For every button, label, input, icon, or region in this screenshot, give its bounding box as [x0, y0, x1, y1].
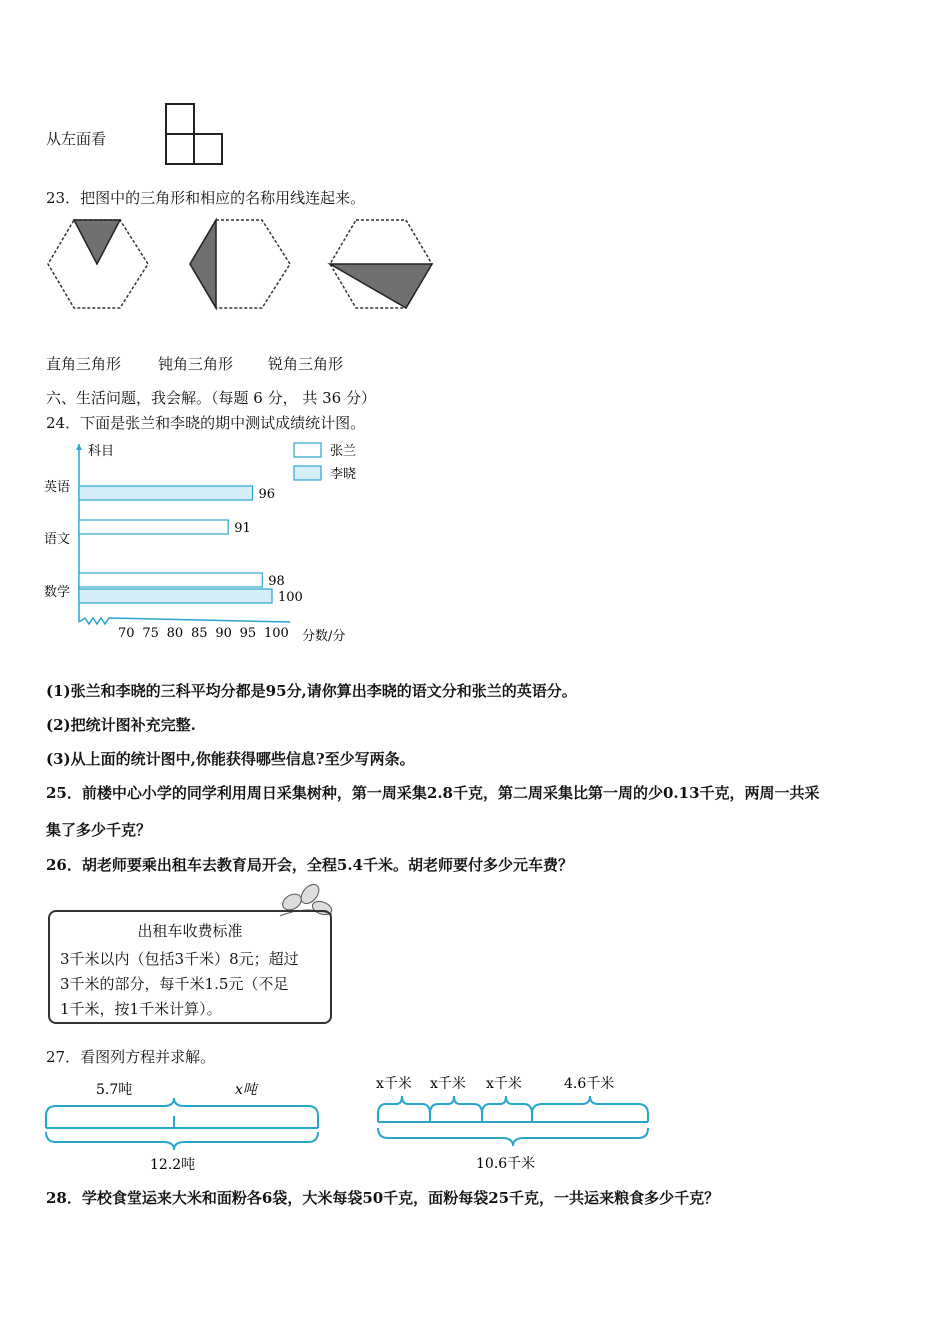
right-triangle-shape	[74, 220, 120, 264]
triangle-name-1: 直角三角形	[46, 355, 122, 373]
bar-张兰-语文	[79, 520, 228, 534]
hexagon-3	[330, 220, 432, 308]
y-axis-label: 科目	[88, 444, 115, 459]
diagram-2-label-2: x千米	[430, 1076, 466, 1092]
question-23: 23．把图中的三角形和相应的名称用线连起来。	[46, 189, 366, 207]
question-24-sub-1: (1)张兰和李晓的三科平均分都是95分,请你算出李晓的语文分和张兰的英语分。	[46, 682, 577, 700]
bar-value-label: 98	[268, 574, 285, 589]
bar-张兰-数学	[79, 573, 262, 587]
category-label: 数学	[44, 585, 71, 600]
x-tick-label: 80	[166, 626, 184, 641]
legend-label: 张兰	[330, 444, 357, 459]
taxi-fee-card	[48, 910, 332, 1024]
diagram-2-label-1: x千米	[376, 1076, 412, 1092]
hexagon-2	[190, 220, 290, 308]
diagram-1	[40, 1074, 330, 1174]
legend-label: 李晓	[330, 467, 357, 482]
bar-李晓-英语	[79, 486, 253, 500]
left-view-label: 从左面看	[46, 130, 107, 148]
diagram-1-segment	[46, 1116, 318, 1128]
score-bar-chart	[40, 436, 380, 648]
category-label: 语文	[44, 532, 71, 547]
taxi-fee-line-2: 3千米的部分，每千米1.5元（不足	[60, 975, 289, 993]
taxi-fee-title: 出租车收费标准	[137, 922, 243, 940]
triangle-name-2: 钝角三角形	[158, 355, 234, 373]
diagram-2-total: 10.6千米	[476, 1156, 536, 1172]
question-24-sub-3: (3)从上面的统计图中,你能获得哪些信息?至少写两条。	[46, 750, 415, 768]
left-view-figure	[160, 100, 230, 170]
question-28: 28．学校食堂运来大米和面粉各6袋，大米每袋50千克，面粉每袋25千克，一共运来粮食多少千克？	[46, 1189, 720, 1207]
taxi-fee-line-3: 1千米，按1千米计算）。	[60, 1000, 222, 1018]
hexagon-figures	[44, 214, 444, 314]
bar-value-label: 100	[278, 590, 303, 605]
diagram-2	[372, 1068, 662, 1172]
question-27: 27．看图列方程并求解。	[46, 1048, 216, 1066]
bar-value-label: 96	[258, 487, 276, 502]
x-tick-label: 70	[118, 626, 135, 641]
bar-李晓-数学	[79, 589, 272, 603]
triangle-name-3: 锐角三角形	[268, 355, 344, 373]
taxi-fee-line-1: 3千米以内（包括3千米）8元；超过	[60, 950, 299, 968]
question-26: 26．胡老师要乘出租车去教育局开会，全程5.4千米。胡老师要付多少元车费？	[46, 856, 573, 874]
bar-value-label: 91	[234, 521, 251, 536]
x-tick-label: 85	[191, 626, 208, 641]
hexagon-1	[48, 220, 148, 308]
y-axis-arrow	[76, 444, 82, 450]
x-axis-label: 分数/分	[302, 629, 346, 644]
x-tick-label: 75	[142, 626, 159, 641]
x-axis	[79, 618, 290, 624]
diagram-2-label-4: 4.6千米	[564, 1076, 615, 1092]
question-24: 24．下面是张兰和李晓的期中测试成绩统计图。	[46, 414, 366, 432]
x-tick-label: 90	[215, 626, 232, 641]
diagram-1-label-right: x吨	[235, 1082, 257, 1098]
legend-swatch	[294, 443, 321, 457]
legend-swatch	[294, 466, 321, 480]
acute-triangle-shape	[330, 264, 432, 308]
x-tick-label: 100	[264, 626, 289, 641]
question-24-sub-2: (2)把统计图补充完整.	[46, 716, 196, 734]
diagram-1-bottom-brace	[46, 1132, 318, 1150]
category-label: 英语	[44, 480, 71, 495]
diagram-1-top-brace	[46, 1098, 318, 1116]
question-25-line-2: 集了多少千克？	[46, 821, 152, 839]
diagram-1-label-left: 5.7吨	[96, 1082, 133, 1098]
diagram-1-total: 12.2吨	[150, 1157, 196, 1173]
diagram-2-label-3: x千米	[486, 1076, 522, 1092]
question-25-line-1: 25．前楼中心小学的同学利用周日采集树种，第一周采集2.8千克，第二周采集比第一周的少0.13千克，两周一共采	[46, 784, 820, 802]
x-tick-label: 95	[239, 626, 257, 641]
section-6-title: 六、生活问题，我会解。（每题 6 分， 共 36 分）	[46, 389, 376, 407]
obtuse-triangle-shape	[190, 220, 216, 308]
